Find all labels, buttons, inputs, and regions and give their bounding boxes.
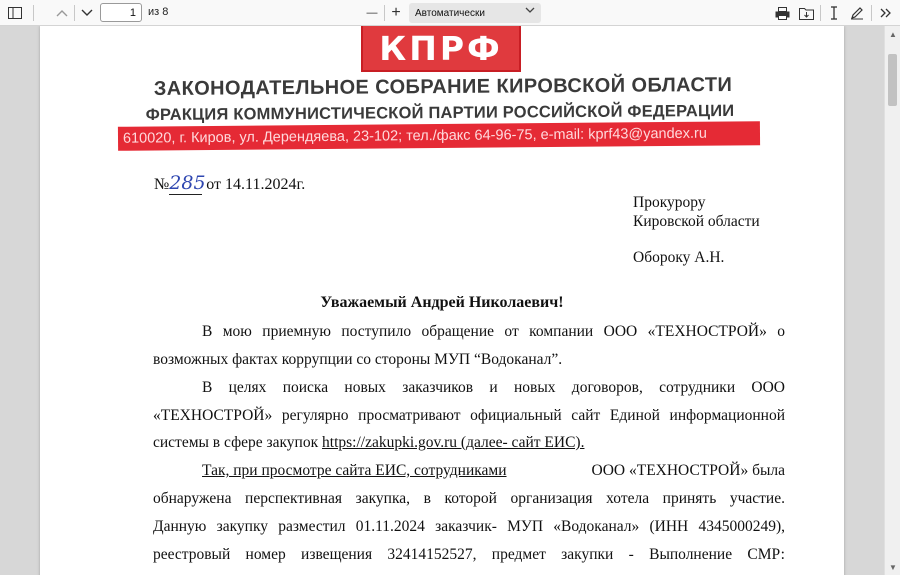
zoom-out-label: — (366, 7, 378, 19)
number-sign: № (154, 176, 170, 193)
body-line (153, 433, 785, 453)
recipient-line-1: Прокурору (633, 194, 706, 211)
zoom-out-button[interactable] (361, 2, 383, 24)
eis-link[interactable]: https://zakupki.gov.ru (далее- сайт ЕИС). (322, 434, 585, 451)
chevron-up-icon[interactable] (51, 2, 73, 24)
vertical-scrollbar[interactable] (884, 26, 900, 575)
page-number-input[interactable] (100, 3, 142, 22)
chevron-down-icon[interactable] (76, 2, 98, 24)
toolbar-separator (871, 5, 872, 21)
scrollbar-thumb[interactable] (888, 54, 897, 106)
org-address-bar: 610020, г. Киров, ул. Дерендяева, 23-102; тел./факс 64-96-75, e-mail: kprf43@yandex.ru (118, 121, 760, 151)
more-tools-icon[interactable] (875, 2, 897, 24)
toolbar-separator (33, 5, 34, 21)
pdf-toolbar (0, 0, 900, 26)
body-line (202, 461, 785, 481)
toolbar-separator (820, 5, 821, 21)
zoom-in-button[interactable] (385, 2, 407, 24)
print-icon[interactable] (771, 2, 793, 24)
underlined-text: Так, при просмотре сайта ЕИС, сотрудниками (202, 462, 507, 479)
body-line: возможных фактах коррупции со стороны МУП “Водоканал”. (153, 351, 563, 368)
document-number (154, 172, 305, 195)
scroll-up-arrow-icon[interactable]: ▲ (889, 29, 897, 39)
org-subtitle: ФРАКЦИЯ КОММУНИСТИЧЕСКОЙ ПАРТИИ РОССИЙСКОЙ ФЕДЕРАЦИИ (145, 101, 735, 125)
pdf-page (40, 26, 844, 575)
body-line: реестровый номер извещения 32414152527, предмет закупки - Выполнение СМР: (153, 546, 785, 563)
text-cursor-icon[interactable] (823, 2, 845, 24)
body-text: ООО «ТЕХНОСТРОЙ» была (591, 462, 785, 479)
body-line: В мою приемную поступило обращение от компании ООО «ТЕХНОСТРОЙ» о (202, 323, 785, 340)
handwritten-number: 285 (169, 172, 206, 194)
zoom-value: Автоматически (415, 7, 485, 19)
scroll-down-arrow-icon[interactable]: ▼ (889, 562, 897, 572)
zoom-in-label: + (391, 4, 401, 21)
document-viewer[interactable] (0, 26, 884, 575)
kprf-logo: КПРФ (361, 26, 521, 72)
pen-icon[interactable] (846, 2, 868, 24)
recipient-line-3: Обороку А.Н. (633, 249, 725, 266)
zoom-select[interactable] (409, 3, 541, 23)
save-icon[interactable] (795, 2, 817, 24)
document-date: от 14.11.2024г. (206, 176, 306, 193)
body-line: «ТЕХНОСТРОЙ» регулярно просматривают официальный сайт Единой информационной (153, 407, 785, 424)
body-line: обнаружена перспективная закупка, в которой организация хотела принять участие. (153, 490, 785, 507)
sidebar-toggle-icon[interactable] (4, 2, 26, 24)
org-title: ЗАКОНОДАТЕЛЬНОЕ СОБРАНИЕ КИРОВСКОЙ ОБЛАСТИ (153, 73, 733, 101)
toolbar-separator (74, 5, 75, 21)
body-line: В целях поиска новых заказчиков и новых договоров, сотрудники ООО (202, 379, 785, 396)
body-line: Данную закупку разместил 01.11.2024 заказчик- МУП «Водоканал» (ИНН 4345000249), (153, 518, 785, 535)
salutation: Уважаемый Андрей Николаевич! (320, 294, 564, 311)
body-text: системы в сфере закупок (153, 434, 319, 451)
recipient-line-2: Кировской области (633, 213, 760, 230)
page-total-label: из 8 (148, 6, 169, 18)
chevron-down-icon (525, 6, 535, 17)
